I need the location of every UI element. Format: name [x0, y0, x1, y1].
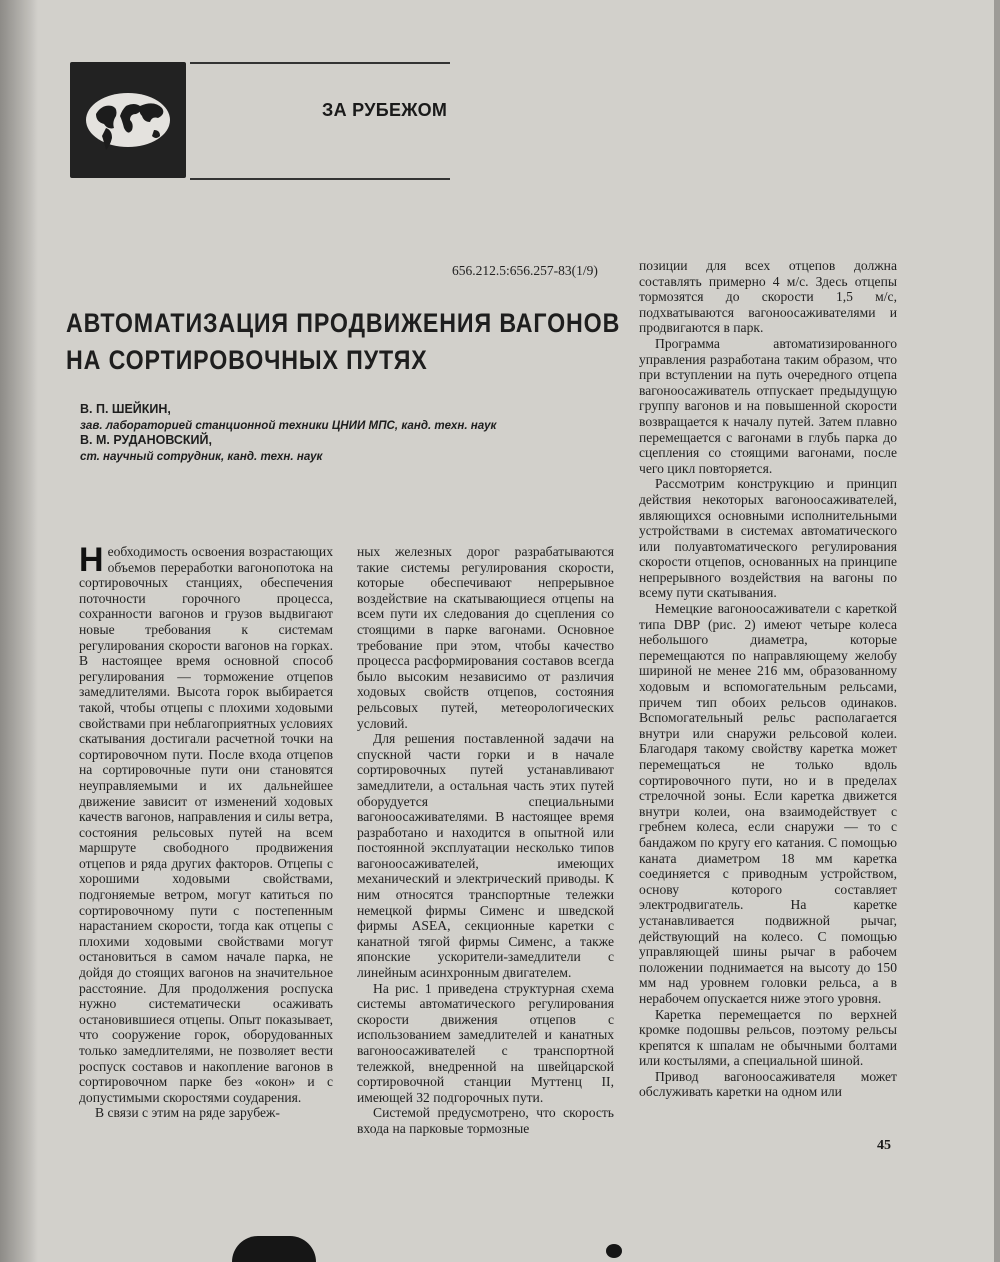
world-map-icon	[70, 62, 186, 178]
paragraph: Системой предусмотрено, что скорость входа на парковые тормозные	[357, 1105, 614, 1136]
page-spine-shadow	[0, 0, 38, 1262]
paragraph: ных железных дорог разрабатываются такие системы регулирования скорости, которые обеспечивают непрерывное воздействие на скатывающиеся отцепы на всем пути их следования до сцепления со стоящими в парке вагонами. Основное требование при этом, чтобы качество процесса расформирования составов всегда было высоким независимо от различия ходовых свойств отцепов, состояния рельсовых путей, метеорологических условий.	[357, 544, 614, 731]
paragraph	[79, 541, 333, 1105]
paragraph: Немецкие вагоноосаживатели с кареткой типа DBP (рис. 2) имеют четыре колеса небольшого диаметра, которые перемещаются по направляющему желобу шириной не менее 216 мм, образованному ходовым и вспомогательным рельсами, причем тип обоих рельсов одинаков. Вспомогательный рельс располагается внутри или снаружи рельсовой колеи. Благодаря такому свойству каретка может перемещаться не только вдоль сортировочного пути, но и в пределах стрелочной зоны. Если каретка движется внутри колеи, она взаимодействует с гребнем колеса, если снаружи — то с бандажом по кругу его катания. С помощью каната диаметром 18 мм каретка соединяется с приводным устройством, основу которого составляет электродвигатель. На каретке устанавливается подвижной рычаг, действующий на колесо. С помощью управляющей шины рычаг в рабочем положении поднимается на высоту до 150 мм над уровнем головки рельса, а в нерабочем опускается ниже этого уровня.	[639, 601, 897, 1006]
author-name: В. П. ШЕЙКИН,	[80, 402, 171, 416]
scan-artifact	[232, 1236, 316, 1262]
rubric-title: ЗА РУБЕЖОМ	[322, 100, 448, 120]
rubric-rule-bottom	[190, 178, 450, 180]
page-edge	[994, 0, 1000, 1262]
title-line: НА СОРТИРОВОЧНЫХ ПУТЯХ	[66, 345, 428, 375]
text-column-2	[357, 544, 614, 1137]
paragraph: позиции для всех отцепов должна составлять примерно 4 м/с. Здесь отцепы тормозятся до скорости 1,5 м/с, подхватываются вагоноосаживателями и продвигаются в парк.	[639, 258, 897, 336]
paragraph: Программа автоматизированного управления разработана таким образом, что при вступлении на путь очередного отцепа вагоноосаживатель отпускает предыдущую группу вагонов и на повышенной скорости возвращается к началу путей. Затем плавно перемещается с вагонами в глубь парка до сцепления со стоящими вагонами, после чего цикл повторяется.	[639, 335, 897, 476]
text-column-1	[79, 541, 333, 1121]
rubric-rule-top	[190, 62, 450, 64]
author-name: В. М. РУДАНОВСКИЙ,	[80, 433, 212, 447]
page-number: 45	[877, 1138, 891, 1153]
drop-cap: Н	[79, 541, 104, 579]
paragraph: На рис. 1 приведена структурная схема системы автоматического регулирования скорости движения отцепов с использованием замедлителей и канатных вагоноосаживателей с транспортной тележкой, внедренной на швейцарской сортировочной станции Муттенц II, имеющей 32 подгорочных пути.	[357, 980, 614, 1105]
paragraph-text: еобходимость освоения возрастающих объемов переработки вагонопотока на сортировочных станциях, обеспечения поточности горочного процесса, сохранности вагонов и грузов выдвигают новые требования к системам регулирования скорости вагонов на горках. В настоящее время основной способ регулирования — торможение отцепов замедлителями. Высота горок выбирается такой, чтобы отцепы с плохими ходовыми свойствами при неблагоприятных условиях скатывания достигали расчетной точки на сортировочном пути. После входа отцепов на сортировочные пути они становятся неуправляемыми и их дальнейшее движение зависит от изменений ходовых качеств вагонов, направления и силы ветра, состояния рельсовых путей на всем маршруте свободного продвижения отцепов и ряда других факторов. Отцепы с хорошими ходовыми свойствами, подгоняемые ветром, могут катиться по сортировочному пути с постепенным нарастанием скорости, тогда как отцепы с плохими ходовыми свойствами могут остановиться в самом начале парка, не дойдя до стоящих вагонов на значительное расстояние. Для продолжения роспуска нужно систематически осаживать остановившиеся отцепы. Опыт показывает, что сооружение горок, оборудованных только замедлителями, не позволяет вести роспуск составов и накопление вагонов в сортировочном парке без «окон» и с допустимыми скоростями соударения.	[79, 544, 333, 1105]
udc-code: 656.212.5:656.257-83(1/9)	[452, 263, 598, 278]
author-position: зав. лабораторией станционной техники ЦНИИ МПС, канд. техн. наук	[80, 418, 497, 432]
paragraph: Рассмотрим конструкцию и принцип действия некоторых вагоноосаживателей, являющихся основными исполнительными устройствами в системах автоматического или полуавтоматического регулирования скорости отцепов, основанных на принципе непрерывного воздействия на вагоны по всему пути скатывания.	[639, 476, 897, 601]
paragraph: В связи с этим на ряде зарубеж-	[95, 1105, 280, 1121]
paragraph: Каретка перемещается по верхней кромке подошвы рельсов, поэтому рельсы крепятся к шпалам не обычными болтами или костылями, а специальной шиной.	[639, 1006, 897, 1069]
scan-artifact	[606, 1244, 622, 1258]
paragraph: Привод вагоноосаживателя может обслуживать каретки на одном или	[639, 1068, 897, 1100]
title-line: АВТОМАТИЗАЦИЯ ПРОДВИЖЕНИЯ ВАГОНОВ	[66, 308, 621, 338]
article-title	[66, 305, 621, 379]
text-column-3	[639, 258, 897, 1100]
author-position: ст. научный сотрудник, канд. техн. наук	[80, 449, 323, 463]
paragraph: Для решения поставленной задачи на спускной части горки и в начале сортировочных путей устанавливают замедлители, а остальная часть этих путей оборудуется специальными вагоноосаживателями. В настоящее время разработано и находится в опытной или постоянной эксплуатации несколько типов вагоноосаживателей, имеющих механический и электрический приводы. К ним относятся транспортные тележки немецкой фирмы Сименс и шведской фирмы ASEA, секционные каретки с канатной тягой фирмы Сименс, а также японские ускорители-замедлители с линейным асинхронным двигателем.	[357, 731, 614, 981]
authors-block	[80, 402, 496, 464]
